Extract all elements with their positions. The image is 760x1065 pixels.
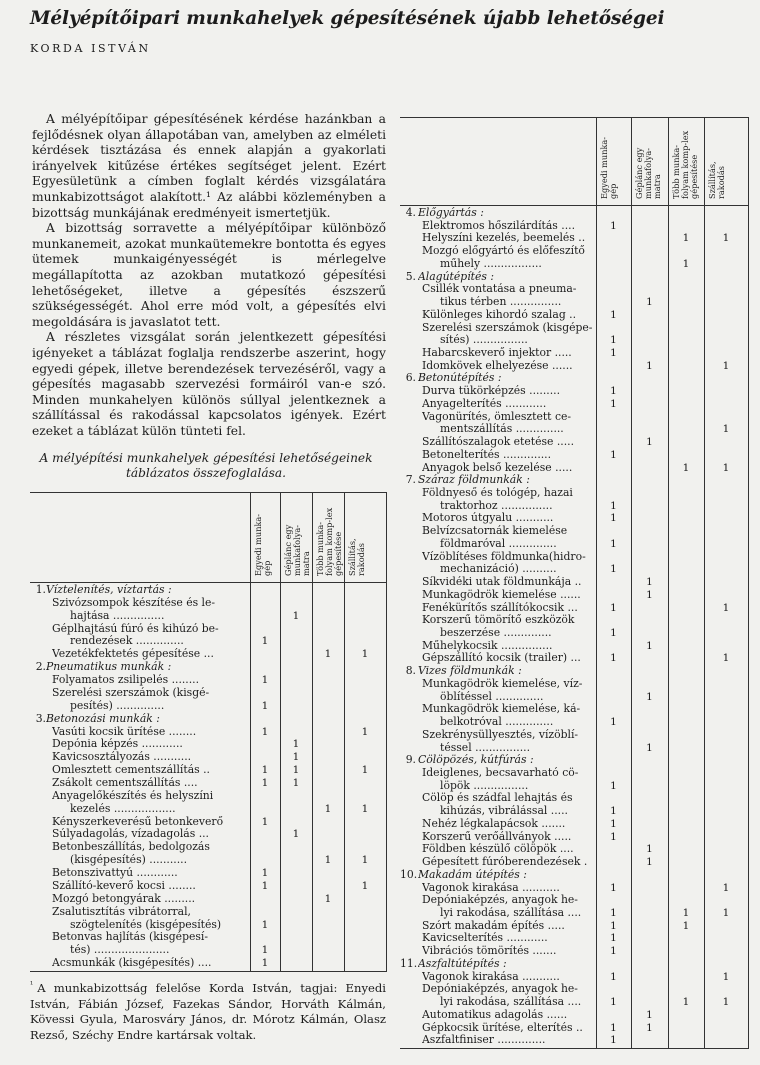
- table-mark: 1: [261, 867, 269, 880]
- table-mark: 1: [610, 779, 617, 792]
- row-label: Alagútépítés :: [418, 270, 494, 283]
- row-label: Súlyadagolás, vízadagolás ...: [52, 828, 209, 841]
- table-mark: 1: [324, 648, 332, 661]
- row-label: Habarcskeverő injektor .....: [422, 347, 572, 359]
- column-rule: [312, 492, 313, 972]
- row-label: Kavicselterítés ............: [422, 932, 548, 945]
- row-label: Vizes földmunkák :: [418, 665, 522, 678]
- row-label: Ideiglenes, becsavarható cö-: [422, 767, 579, 779]
- row-label: Munkagödrök kiemelése, víz-: [422, 677, 583, 690]
- row-label: Helyszíni kezelés, beemelés ..: [422, 232, 586, 245]
- table-mark: 1: [292, 764, 300, 777]
- table-mark: 1: [722, 423, 730, 436]
- row-label: földmaróval ..............: [440, 537, 557, 550]
- table-mark: 1: [610, 817, 617, 830]
- table-top-rule: [30, 492, 386, 493]
- row-label: Anyagelőkészítés és helyszíni: [52, 789, 214, 802]
- table-mark: 1: [722, 652, 730, 665]
- row-label: Szállító-keverő kocsi ........: [52, 879, 196, 892]
- row-label: Szórt makadám építés .....: [422, 919, 565, 932]
- row-label: Vezetékfektetés gépesítése ...: [52, 648, 214, 661]
- row-label: Pneumatikus munkák :: [46, 661, 172, 674]
- row-label: Szerelési szerszámok (kisgé-: [52, 686, 210, 699]
- table-header-rule: [400, 205, 748, 206]
- row-number: 7.: [405, 473, 416, 487]
- table-mark: 1: [610, 397, 617, 410]
- row-label: Anyagelterítés ............: [422, 397, 547, 410]
- row-label: Nehéz légkalapácsok .......: [422, 817, 566, 830]
- table-mark: 1: [610, 512, 617, 525]
- row-label: téssel ................: [440, 741, 530, 754]
- table-mark: 1: [682, 257, 690, 270]
- author-name: KORDA ISTVÁN: [30, 42, 151, 55]
- table-mark: 1: [324, 802, 332, 815]
- row-label: Anyagok belső kezelése .....: [422, 461, 573, 474]
- row-label: Depóniaképzés, anyagok he-: [422, 983, 578, 996]
- table-mark: 1: [261, 635, 269, 648]
- table-mark: 1: [646, 588, 653, 601]
- table-top-rule: [400, 117, 748, 118]
- table-mark: 1: [646, 359, 653, 372]
- row-label: Vagonürítés, ömlesztett ce-: [422, 410, 572, 423]
- table-mark: 1: [292, 777, 300, 789]
- table-mark: 1: [610, 563, 617, 576]
- table-mark: 1: [646, 639, 653, 652]
- row-label: Automatikus adagolás ......: [422, 1008, 568, 1021]
- row-label: Betonozási munkák :: [46, 712, 160, 725]
- row-label: löpök ................: [440, 779, 529, 792]
- row-label: mechanizáció) ..........: [440, 563, 557, 576]
- table-mark: 1: [610, 347, 617, 359]
- row-label: Síkvidéki utak földmunkája ..: [422, 576, 582, 589]
- table-mark: 1: [610, 932, 617, 945]
- row-label: Különleges kihordó szalag ..: [422, 308, 577, 321]
- row-label: Korszerű verőállványok .....: [422, 830, 572, 843]
- table-mark: 1: [361, 879, 369, 892]
- row-label: Depónia képzés ............: [52, 738, 183, 751]
- table-mark: 1: [610, 830, 617, 843]
- table-mark: 1: [610, 1021, 617, 1034]
- row-label: Szállítószalagok etetése .....: [422, 436, 575, 449]
- table-mark: 1: [722, 881, 730, 894]
- column-header: Szállítás, rakodás: [707, 161, 727, 199]
- table-mark: 1: [722, 601, 730, 614]
- row-label: Betonútépítés :: [418, 372, 502, 385]
- row-label: Ácsmunkák (kisgépesítés) ....: [52, 957, 212, 970]
- table-mark: 1: [646, 576, 653, 589]
- row-label: kihúzás, vibrálással .....: [440, 805, 568, 818]
- table-mark: 1: [610, 385, 617, 398]
- row-label: belkotróval ..............: [440, 716, 554, 729]
- row-label: Földnyeső és tológép, hazai: [422, 487, 573, 499]
- column-rule: [250, 492, 251, 972]
- row-label: Betonelterítés ..............: [422, 448, 552, 461]
- row-label: rendezések ..............: [70, 635, 184, 648]
- table-title: A mélyépítési munkahelyek gépesítési lehetőségeinek táblázatos összefoglalása.: [39, 451, 373, 480]
- table-mark: 1: [610, 970, 617, 983]
- column-header: Egyedi munka-gép: [253, 513, 273, 576]
- footnote: [30, 977, 386, 1044]
- column-header: Géplánc egy munkafolya-matra: [634, 147, 663, 199]
- row-label: Szivózsompok készítése és le-: [52, 596, 216, 609]
- row-label: hajtása ...............: [70, 609, 165, 622]
- table-mark: 1: [646, 741, 653, 754]
- row-label: Száraz földmunkák :: [418, 474, 530, 487]
- intro-paragraph: A bizottság sorravette a mélyépítőipar különböző munkanemeit, azokat munkaütemekre bontotta és egyes ütemek munkaigényességét is mérlegelve megállapította az azokban mutatkozó gépesítési lehetőségeket, illetve a gépesítés észszerű szükségességét. Ahol erre mód volt, a gépesítés elvi megoldására is javaslatot tett.: [32, 221, 386, 329]
- row-label: pesítés) ..............: [70, 699, 165, 712]
- row-label: (kisgépesítés) ...........: [70, 854, 188, 867]
- row-label: Vagonok kirakása ...........: [422, 970, 560, 983]
- row-label: Vibrációs tömörítés .......: [422, 945, 557, 958]
- table-mark: 1: [324, 854, 332, 867]
- table-mark: 1: [261, 918, 269, 931]
- table-mark: 1: [292, 828, 300, 841]
- row-label: traktorhoz ...............: [440, 499, 553, 512]
- table-mark: 1: [722, 907, 730, 919]
- column-rule: [344, 492, 345, 972]
- table-mark: 1: [361, 648, 369, 661]
- row-label: Géplhajtású fúró és kihúzó be-: [52, 622, 219, 635]
- table-left: [30, 492, 386, 972]
- row-label: Korszerű tömörítő eszközök: [422, 614, 575, 627]
- row-label: Víztelenítés, víztartás :: [46, 584, 172, 596]
- table-mark: 1: [610, 805, 617, 818]
- table-mark: 1: [722, 996, 730, 1009]
- column-rule: [748, 117, 749, 1049]
- row-label: Vasúti kocsik ürítése ........: [52, 725, 197, 738]
- row-label: Szerelési szerszámok (kisgépe-: [422, 321, 593, 334]
- row-label: Idomkövek elhelyezése ......: [422, 359, 573, 372]
- row-label: Betonvas hajlítás (kisgépesí-: [52, 931, 209, 944]
- table-mark: 1: [646, 1008, 653, 1021]
- table-mark: 1: [646, 436, 653, 449]
- column-header: Szállítás, rakodás: [347, 538, 367, 576]
- column-rule: [596, 117, 597, 1049]
- table-mark: 1: [292, 751, 300, 764]
- row-label: Kényszerkeverésű betonkeverő: [52, 815, 224, 828]
- column-header: Egyedi munka-gép: [599, 136, 619, 199]
- table-bottom-rule: [30, 971, 386, 972]
- table-mark: 1: [610, 219, 617, 232]
- table-mark: 1: [361, 854, 369, 867]
- row-label: mentszállítás ..............: [440, 423, 564, 436]
- row-label: Műhelykocsik ...............: [422, 639, 553, 652]
- column-header: Több munka-folyam komp-lex gépesítése: [671, 130, 700, 199]
- row-number: 2.: [35, 660, 46, 674]
- row-number: 11.: [400, 956, 418, 970]
- table-bottom-rule: [400, 1048, 748, 1049]
- table-mark: 1: [610, 334, 617, 347]
- row-label: sítés) ................: [440, 334, 528, 347]
- table-mark: 1: [722, 970, 730, 983]
- row-label: kezelés ..................: [70, 802, 176, 815]
- table-mark: 1: [610, 945, 617, 958]
- table-mark: 1: [646, 1021, 653, 1034]
- row-label: Mozgó előgyártó és előfeszítő: [422, 245, 585, 258]
- table-mark: 1: [261, 944, 269, 957]
- row-number: 10.: [400, 867, 418, 881]
- row-label: lyi rakodása, szállítása ....: [440, 996, 582, 1009]
- table-mark: 1: [722, 461, 730, 474]
- table-mark: 1: [682, 461, 690, 474]
- table-mark: 1: [261, 815, 269, 828]
- row-label: Motoros útgyalu ...........: [422, 512, 554, 525]
- row-label: szögtelenítés (kisgépesítés): [70, 918, 222, 931]
- table-mark: 1: [324, 892, 332, 905]
- row-label: Munkagödrök kiemelése, ká-: [422, 703, 581, 716]
- column-header: Több munka-folyam komp-lex gépesítése: [315, 507, 344, 576]
- row-label: beszerzése ..............: [440, 627, 552, 639]
- row-label: Betonbeszállítás, bedolgozás: [52, 841, 210, 854]
- intro-paragraph: A részletes vizsgálat során jelentkezett gépesítési igényeket a táblázat foglalja rendszerbe aszerint, hogy egyedi gépek, illetve berendezések tervezéséről, vagy a gépesítés magasabb szervezési formáiról van-e szó. Minden munkahelyen különös súllyal jelentkeznek a szállítással és rakodással kapcsolatos igények. Ezért ezeket a táblázat külön tünteti fel.: [32, 330, 386, 438]
- row-label: öblítéssel ..............: [440, 690, 544, 703]
- table-mark: 1: [610, 996, 617, 1009]
- row-label: Gépszállító kocsik (trailer) ...: [422, 652, 581, 665]
- row-label: tés) ......................: [70, 944, 170, 957]
- row-label: Munkagödrök kiemelése ......: [422, 588, 581, 601]
- table-mark: 1: [610, 627, 617, 639]
- table-mark: 1: [361, 802, 369, 815]
- table-mark: 1: [610, 308, 617, 321]
- row-label: Előgyártás :: [418, 207, 484, 219]
- column-header: Géplánc egy munkafolya-matra: [283, 524, 312, 576]
- row-label: Vízöblítéses földmunka(hidro-: [422, 550, 586, 563]
- row-label: Kavicsosztályozás ...........: [52, 751, 192, 764]
- row-label: Aszfaltfiniser ..............: [422, 1034, 546, 1047]
- footnote-text: A munkabizottság felelőse Korda István, tagjai: Enyedi István, Fábián József, Fazekas Sándor, Horváth Kálmán, Kövessi Gyula, Marosváry János, dr. Mórotz Kálmán, Olasz Rezső, Széchy Endre kartársak voltak.: [30, 980, 386, 1043]
- row-label: Gépkocsik ürítése, elterítés ..: [422, 1021, 583, 1034]
- table-mark: 1: [646, 843, 653, 856]
- table-mark: 1: [610, 537, 617, 550]
- row-label: Földben készülő cölöpök ....: [422, 843, 574, 856]
- table-mark: 1: [610, 652, 617, 665]
- table-mark: 1: [646, 856, 653, 869]
- row-label: Makadám útépítés :: [418, 868, 527, 881]
- intro-text: [32, 112, 386, 439]
- column-rule: [631, 117, 632, 1049]
- row-label: Zsalutisztítás vibrátorral,: [52, 905, 191, 918]
- column-rule: [280, 492, 281, 972]
- column-rule: [704, 117, 705, 1049]
- row-label: Folyamatos zsilipelés ........: [52, 674, 200, 687]
- row-number: 8.: [405, 664, 416, 678]
- row-number: 3.: [35, 711, 46, 725]
- row-label: Csillék vontatása a pneuma-: [422, 283, 577, 296]
- row-label: Durva tükörképzés .........: [422, 385, 561, 398]
- row-label: Cölöpözés, kútfúrás :: [418, 754, 534, 767]
- row-label: Mozgó betongyárak .........: [52, 892, 196, 905]
- row-label: műhely .................: [440, 257, 542, 270]
- row-label: Depóniaképzés, anyagok he-: [422, 894, 578, 907]
- table-mark: 1: [361, 725, 369, 738]
- row-label: Szekrénysüllyesztés, vízöblí-: [422, 728, 579, 741]
- row-label: Aszfaltútépítés :: [418, 957, 507, 970]
- row-label: Vagonok kirakása ...........: [422, 881, 560, 894]
- table-mark: 1: [261, 879, 269, 892]
- table-mark: 1: [610, 1034, 617, 1047]
- row-number: 4.: [405, 206, 416, 219]
- table-mark: 1: [646, 296, 653, 309]
- table-mark: 1: [610, 881, 617, 894]
- row-label: lyi rakodása, szállítása ....: [440, 907, 582, 919]
- table-mark: 1: [261, 777, 269, 789]
- table-mark: 1: [261, 674, 269, 687]
- table-mark: 1: [610, 919, 617, 932]
- row-label: tikus térben ...............: [440, 296, 562, 309]
- article-title: Mélyépítőipari munkahelyek gépesítésének újabb lehetőségei: [30, 8, 665, 29]
- table-mark: 1: [261, 725, 269, 738]
- row-label: Fenékürítős szállítókocsik ...: [422, 601, 578, 614]
- table-mark: 1: [610, 716, 617, 729]
- footnote-mark: ¹: [30, 980, 34, 989]
- table-mark: 1: [682, 907, 690, 919]
- row-label: Cölöp és szádfal lehajtás és: [422, 792, 573, 805]
- row-number: 6.: [405, 371, 416, 385]
- row-label: Betonszivattyú ............: [52, 867, 178, 880]
- table-right: [400, 117, 748, 1049]
- row-number: 5.: [405, 269, 416, 283]
- table-mark: 1: [292, 609, 300, 622]
- table-mark: 1: [722, 232, 730, 245]
- row-label: Belvízcsatornák kiemelése: [422, 525, 568, 538]
- row-number: 9.: [405, 753, 416, 767]
- row-label: Elektromos hőszilárdítás ....: [422, 219, 576, 232]
- table-mark: 1: [292, 738, 300, 751]
- table-mark: 1: [610, 499, 617, 512]
- table-mark: 1: [610, 601, 617, 614]
- intro-paragraph: A mélyépítőipar gépesítésének kérdése hazánkban a fejlődésnek olyan állapotában van, amelyben az elméleti kérdések tisztázása és ennek alapján a gyakorlati irányelvek kitűzése értékes segítséget jelent. Ezért Egyesületünk a címben foglalt kérdés vizsgálatára munkabizottságot alakított.¹ Az alábbi közleményben a bizottság munkájának eredményeit ismertetjük.: [32, 112, 386, 220]
- table-mark: 1: [261, 764, 269, 777]
- table-mark: 1: [682, 996, 690, 1009]
- table-mark: 1: [261, 699, 269, 712]
- table-mark: 1: [722, 359, 730, 372]
- column-rule: [668, 117, 669, 1049]
- row-label: Gépesített fúróberendezések .: [422, 856, 588, 869]
- row-label: Zsákolt cementszállítás ....: [52, 777, 198, 789]
- table-mark: 1: [610, 907, 617, 919]
- table-mark: 1: [610, 448, 617, 461]
- table-mark: 1: [682, 232, 690, 245]
- table-header-rule: [30, 582, 386, 583]
- table-mark: 1: [682, 919, 690, 932]
- table-mark: 1: [646, 690, 653, 703]
- row-label: Ömlesztett cementszállítás ..: [52, 764, 210, 777]
- column-rule: [386, 492, 387, 972]
- table-mark: 1: [361, 764, 369, 777]
- table-mark: 1: [261, 957, 269, 970]
- row-number: 1.: [35, 583, 46, 596]
